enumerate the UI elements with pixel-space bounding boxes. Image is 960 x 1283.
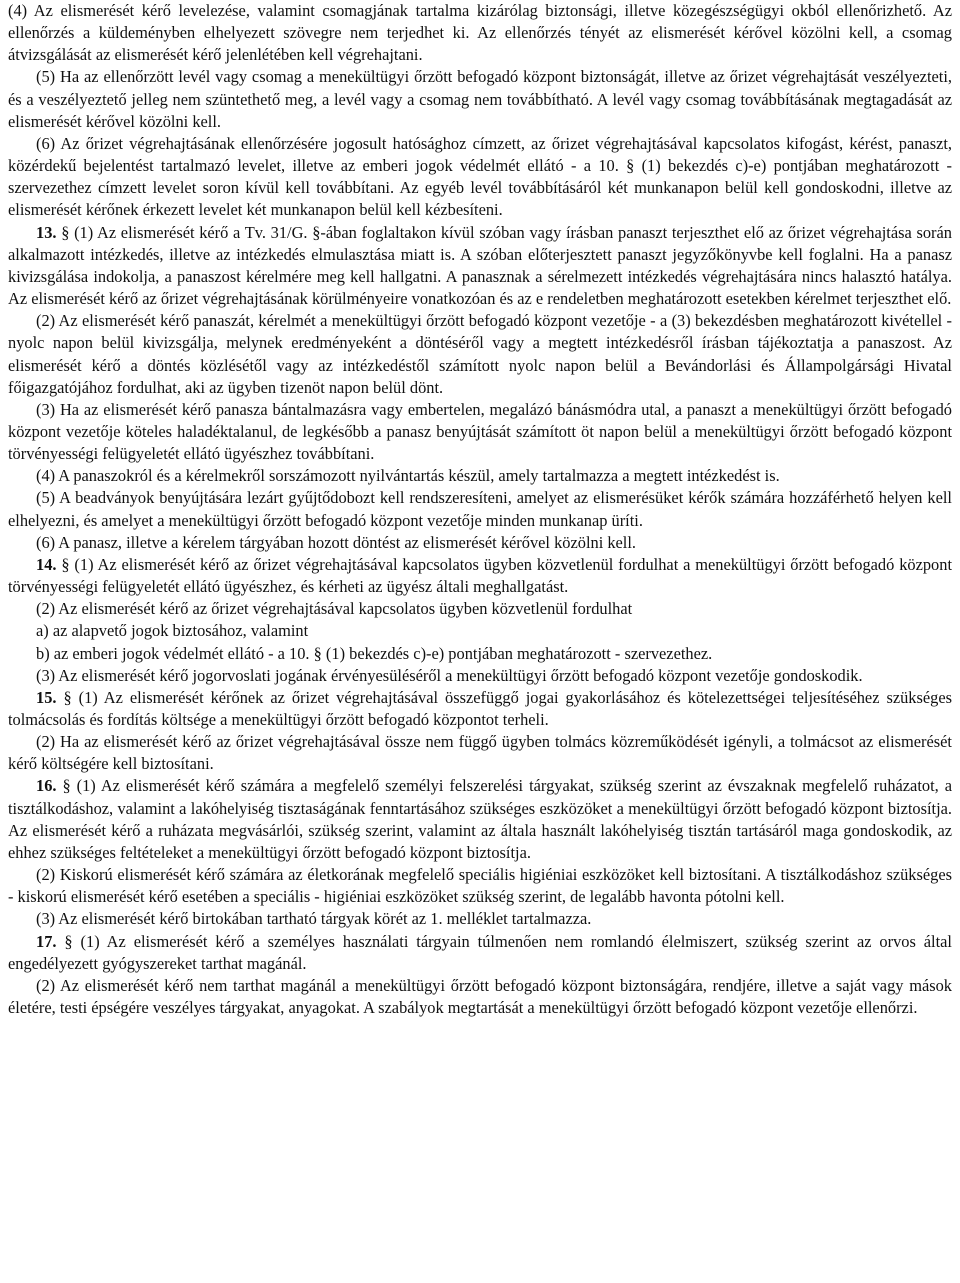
section-number: 14. (36, 554, 57, 574)
section-13-paragraph-6 (8, 532, 952, 554)
section-15-paragraph-2 (8, 731, 952, 775)
paragraph-text: (2) Az elismerését kérő nem tarthat magánál a menekültügyi őrzött befogadó központ biztonságára, rendjére, illetve a saját vagy mások életére, testi épségére veszélyes tárgyakat, anyagokat. A szabályok megtartását a menekültügyi őrzött befogadó központ vezetője ellenőrzi. (8, 975, 952, 1018)
paragraph-text: (2) Kiskorú elismerését kérő számára az életkorának megfelelő speciális higiéniai eszközöket kell biztosítani. A tisztálkodáshoz szükséges - kiskorú elismerését kérő esetében a speciális - higiéniai eszközöket szükség szerint, de legalább havonta pótolni kell. (8, 865, 952, 907)
section-17-paragraph-1 (8, 931, 952, 975)
paragraph-text: (4) A panaszokról és a kérelmekről sorszámozott nyilvántartás készül, amely tartalmazza a megtett intézkedést is. (36, 466, 780, 486)
paragraph-text: § (1) Az elismerését kérőnek az őrizet végrehajtásával összefüggő jogai gyakorlásához és kötelezettségei teljesítéséhez szükséges tolmácsolás és fordítás költsége a menekültügyi őrzött befogadó központot terheli. (8, 687, 952, 729)
section-13-paragraph-5 (8, 487, 952, 531)
section-13-paragraph-3 (8, 399, 952, 465)
section-13-paragraph-1 (8, 222, 952, 311)
section-16-paragraph-2 (8, 864, 952, 908)
section-14-paragraph-1 (8, 554, 952, 598)
paragraph-text: (3) Az elismerését kérő birtokában tartható tárgyak körét az 1. melléklet tartalmazza. (36, 909, 592, 929)
paragraph-text: § (1) Az elismerését kérő a Tv. 31/G. §-ában foglaltakon kívül szóban vagy írásban panaszt terjeszthet elő az őrizet végrehajtása során alkalmazott intézkedés, illetve az intézkedés elmulasztása miatt is. A szóban előterjesztett panaszt jegyzőkönyvbe kell foglalni. Ha a panasz kivizsgálása indokolja, a panaszost kérelmére meg kell hallgatni. A panasznak a sérelmezett intézkedés végrehajtására nincs halasztó hatálya. Az elismerését kérő az őrizet végrehajtásának körülményeire vonatkozóan és az e rendeletben meghatározott esetekben kérelmet terjeszthet elő. (8, 222, 952, 309)
section-14-paragraph-2 (8, 598, 952, 620)
section-15-paragraph-1 (8, 687, 952, 731)
paragraph-text: (4) Az elismerését kérő levelezése, valamint csomagjának tartalma kizárólag biztonsági, illetve közegészségügyi okból ellenőrizhető. Az ellenőrzés a küldeményben elhelyezett szövegre nem terjedhet ki. Az ellenőrzés tényét az elismerését kérővel közölni kell, a csomag átvizsgálását az elismerését kérő jelenlétében kell végrehajtani. (8, 1, 952, 65)
paragraph-12-4 (8, 0, 952, 66)
section-14-point-b (8, 643, 952, 665)
paragraph-text: (5) A beadványok benyújtására lezárt gyűjtődobozt kell rendszeresíteni, amelyet az elismerésüket kérők számára hozzáférhető helyen kell elhelyezni, és amelyet a menekültügyi őrzött befogadó központ vezetője minden munkanap üríti. (8, 488, 952, 530)
paragraph-text: (2) Ha az elismerését kérő az őrizet végrehajtásával össze nem függő ügyben tolmács közreműködését igényli, a tolmácsot az elismerését kérő költségére kell biztosítani. (8, 732, 952, 774)
section-17-paragraph-2 (8, 975, 952, 1019)
section-number: 16. (36, 776, 57, 796)
paragraph-text: (3) Az elismerését kérő jogorvoslati jogának érvényesüléséről a menekültügyi őrzött befogadó központ vezetője gondoskodik. (36, 665, 863, 685)
section-13-paragraph-4 (8, 465, 952, 487)
paragraph-text: (2) Az elismerését kérő az őrizet végrehajtásával kapcsolatos ügyben közvetlenül fordulhat (36, 599, 633, 619)
section-number: 13. (36, 222, 57, 242)
paragraph-text: (5) Ha az ellenőrzött levél vagy csomag a menekültügyi őrzött befogadó központ biztonságát, illetve az őrizet végrehajtását veszélyezteti, és a veszélyeztető jelleg nem szüntethető meg, a levél vagy a csomag nem továbbítható. A levél vagy csomag továbbításának megtagadását az elismerését kérővel közölni kell. (8, 67, 952, 131)
section-16-paragraph-1 (8, 775, 952, 864)
section-14-point-a (8, 620, 952, 642)
paragraph-text: § (1) Az elismerését kérő az őrizet végrehajtásával kapcsolatos ügyben közvetlenül fordulhat a menekültügyi őrzött befogadó központ törvényességi felügyeletét ellátó ügyészhez, és kérheti az ügyész általi meghallgatást. (8, 554, 952, 597)
paragraph-text: § (1) Az elismerését kérő a személyes használati tárgyain túlmenően nem romlandó élelmiszert, szükség szerint az orvos által engedélyezett gyógyszereket tarthat magánál. (8, 931, 952, 973)
paragraph-12-5 (8, 66, 952, 132)
section-number: 17. (36, 931, 57, 951)
section-16-paragraph-3 (8, 908, 952, 930)
section-13-paragraph-2 (8, 310, 952, 399)
section-14-paragraph-3 (8, 665, 952, 687)
paragraph-text: § (1) Az elismerését kérő számára a megfelelő személyi felszerelési tárgyakat, szükség szerint az évszaknak megfelelő ruházatot, a tisztálkodáshoz, valamint a lakóhelyiség tisztaságának fenntartásához szükséges eszközöket a menekültügyi őrzött befogadó központ biztosítja. Az elismerését kérő a ruházata megvásárlói, szükség szerint, valamint az általa használt lakóhelyiség tisztán tartásáról maga gondoskodik, az ehhez szükséges feltételeket a menekültügyi őrzött befogadó központ biztosítja. (8, 776, 952, 862)
section-number: 15. (36, 687, 57, 707)
paragraph-text: (6) A panasz, illetve a kérelem tárgyában hozott döntést az elismerését kérővel közölni kell. (36, 532, 637, 552)
paragraph-text: (2) Az elismerését kérő panaszát, kérelmét a menekültügyi őrzött befogadó központ vezetője - a (3) bekezdésben meghatározott kivétellel - nyolc napon belül kivizsgálja, melynek eredményeként a döntéséről vagy a megtett intézkedésről írásban tájékoztatja a panaszost. Az elismerését kérő a döntés közlésétől vagy az intézkedéstől számított nyolc napon belül a Bevándorlási és Állampolgársági Hivatal főigazgatójához fordulhat, aki az ügyben tizenöt napon belül dönt. (8, 311, 952, 397)
document-page (8, 0, 952, 1019)
paragraph-text: a) az alapvető jogok biztosához, valamint (36, 621, 309, 641)
paragraph-text: (6) Az őrizet végrehajtásának ellenőrzésére jogosult hatósághoz címzett, az őrizet végrehajtásával kapcsolatos kifogást, kérést, panaszt, közérdekű bejelentést tartalmazó levelet, illetve az emberi jogok védelmét ellátó - a 10. § (1) bekezdés c)-e) pontjában meghatározott - szervezethez címzett levelet soron kívül kell továbbítani. Az egyéb levél továbbításáról két munkanapon belül kell gondoskodni, illetve az elismerését kérőnek érkezett levelet két munkanapon belül kell kézbesíteni. (8, 133, 952, 220)
paragraph-12-6 (8, 133, 952, 222)
paragraph-text: b) az emberi jogok védelmét ellátó - a 10. § (1) bekezdés c)-e) pontjában meghatározott - szervezethez. (36, 643, 713, 663)
paragraph-text: (3) Ha az elismerését kérő panasza bántalmazásra vagy embertelen, megalázó bánásmódra utal, a panaszt a menekültügyi őrzött befogadó központ vezetője köteles haladéktalanul, de legkésőbb a panasz benyújtását számított öt napon belül a menekültügyi őrzött befogadó központ törvényességi felügyeletét ellátó ügyészhez továbbítani. (8, 399, 952, 464)
